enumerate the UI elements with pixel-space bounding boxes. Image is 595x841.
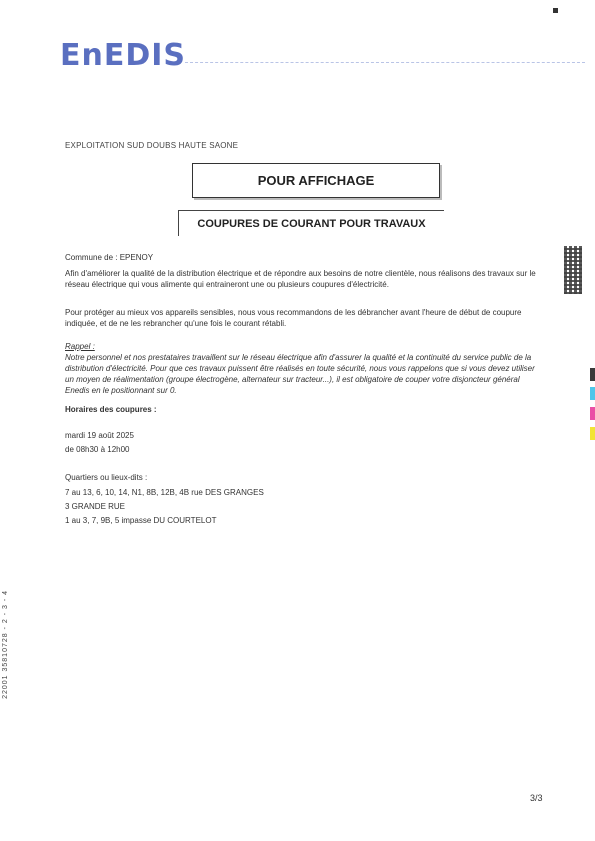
commune-line: Commune de : EPENOY <box>65 253 154 262</box>
swatch-cyan <box>590 387 595 400</box>
header-rule <box>185 62 585 63</box>
coupures-title: COUPURES DE COURANT POUR TRAVAUX <box>197 217 426 230</box>
affichage-box <box>192 163 440 198</box>
swatch-yellow <box>590 427 595 440</box>
qr-code <box>564 246 582 294</box>
address-line: 3 GRANDE RUE <box>65 502 126 511</box>
rappel-title: Rappel : <box>65 342 95 351</box>
address-line: 7 au 13, 6, 10, 14, N1, 8B, 12B, 4B rue DES GRANGES <box>65 488 264 497</box>
swatch-black <box>590 368 595 381</box>
coupure-date: mardi 19 août 2025 <box>65 431 134 440</box>
side-code: 22001 35810728 - 2 - 3 - 4 <box>2 590 9 699</box>
swatch-magenta <box>590 407 595 420</box>
intro-paragraph: Afin d'améliorer la qualité de la distribution électrique et de répondre aux besoins de notre clientèle, nous réalisons des travaux sur le réseau électrique qui vous alimente qui entraineront une ou plusieurs coupures d'électricité. <box>65 269 536 289</box>
page-number: 3/3 <box>530 793 543 803</box>
quartiers-title: Quartiers ou lieux-dits : <box>65 473 148 482</box>
affichage-label: POUR AFFICHAGE <box>257 173 375 188</box>
coupure-time: de 08h30 à 12h00 <box>65 445 130 454</box>
scan-mark <box>553 8 558 13</box>
coupures-title-box <box>178 210 444 236</box>
protection-paragraph: Pour protéger au mieux vos appareils sensibles, nous vous recommandons de les débrancher avant l'heure de début de coupure indiquée, et de ne les rebrancher qu'une fois le courant rétabli. <box>65 308 522 328</box>
address-line: 1 au 3, 7, 9B, 5 impasse DU COURTELOT <box>65 516 217 525</box>
rappel-body: Notre personnel et nos prestataires travaillent sur le réseau électrique afin d'assurer la qualité et la continuité du service public de la distribution d'électricité. Pour que ces travaux puissent être réalisés en toute sécurité, nous vous rappelons que si vous devez utiliser un moyen de réalimentation (groupe électrogène, alternateur sur tracteur...), il est obligatoire de couper votre disjoncteur général Enedis en le positionnant sur 0. <box>65 353 535 395</box>
enedis-logo: EnEDIS <box>60 38 187 73</box>
exploitation-label: EXPLOITATION SUD DOUBS HAUTE SAONE <box>65 141 239 150</box>
horaires-title: Horaires des coupures : <box>65 405 157 414</box>
